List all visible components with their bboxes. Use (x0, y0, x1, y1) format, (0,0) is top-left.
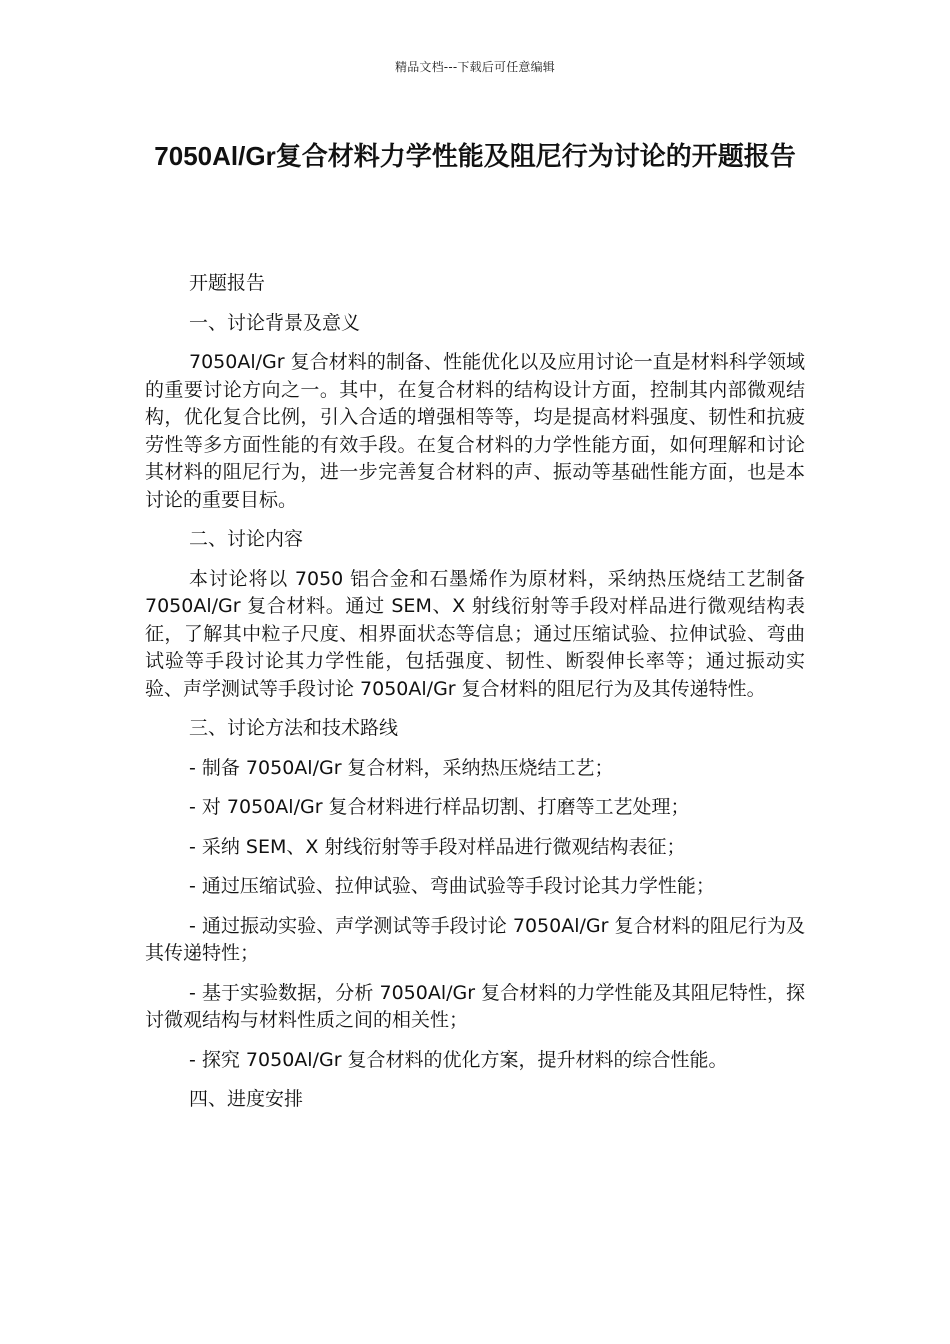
section-heading-content: 二、讨论内容 (189, 528, 304, 550)
list-item-method: - 通过振动实验、声学测试等手段讨论 7050Al/Gr 复合材料的阻尼行为及其传递特性； (145, 914, 805, 964)
list-item-method: - 探究 7050Al/Gr 复合材料的优化方案，提升材料的综合性能。 (189, 1048, 728, 1071)
list-item-method: - 制备 7050Al/Gr 复合材料，采纳热压烧结工艺； (189, 756, 614, 779)
paragraph-content: 本讨论将以 7050 铝合金和石墨烯作为原材料，采纳热压烧结工艺制备 7050Al/Gr 复合材料。通过 SEM、X 射线衍射等手段对样品进行微观结构表征，了解其中粒子尺度、相界面状态等信息；通过压缩试验、拉伸试验、弯曲试验等手段讨论其力学性能，包括强度、韧性、断裂伸长率等；通过振动实验、声学测试等手段讨论 7050Al/Gr 复合材料的阻尼行为及其传递特性。 (145, 567, 805, 700)
list-item-method: - 对 7050Al/Gr 复合材料进行样品切割、打磨等工艺处理； (189, 796, 690, 818)
list-item-method: - 通过压缩试验、拉伸试验、弯曲试验等手段讨论其力学性能； (189, 875, 715, 897)
section-heading-schedule: 四、进度安排 (189, 1088, 304, 1110)
list-item-method: - 基于实验数据，分析 7050Al/Gr 复合材料的力学性能及其阻尼特性，探讨微观结构与材料性质之间的相关性； (145, 981, 805, 1031)
document-body (145, 270, 805, 1126)
section-heading-background: 一、讨论背景及意义 (189, 311, 361, 334)
section-heading-methods: 三、讨论方法和技术路线 (189, 717, 399, 739)
list-item-method: - 采纳 SEM、X 射线衍射等手段对样品进行微观结构表征； (189, 835, 686, 858)
section-label-opening-report: 开题报告 (189, 272, 266, 294)
header-note: 精品文档---下载后可任意编辑 (395, 60, 555, 74)
paragraph-background: 7050Al/Gr 复合材料的制备、性能优化以及应用讨论一直是材料科学领域的重要讨论方向之一。其中，在复合材料的结构设计方面，控制其内部微观结构，优化复合比例，引入合适的增强相等等，均是提高材料强度、韧性和抗疲劳性等多方面性能的有效手段。在复合材料的力学性能方面，如何理解和讨论其材料的阻尼行为，进一步完善复合材料的声、振动等基础性能方面，也是本讨论的重要目标。 (145, 351, 805, 511)
document-title: 7050Al/Gr复合材料力学性能及阻尼行为讨论的开题报告 (154, 141, 796, 171)
